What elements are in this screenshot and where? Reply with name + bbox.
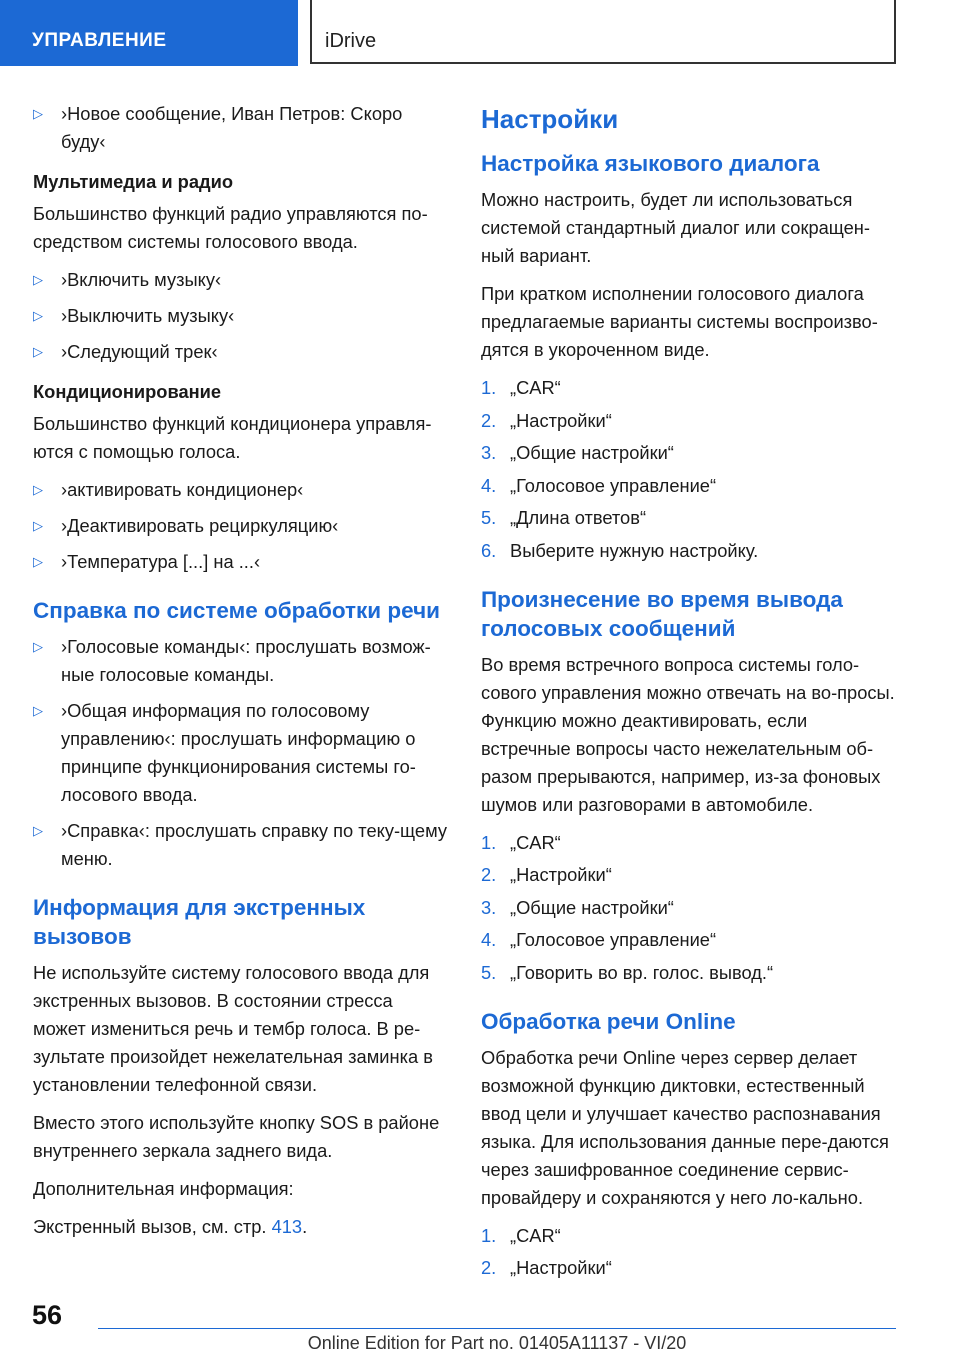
step-number: 5.	[481, 507, 497, 528]
dialog-text-2: При кратком исполнении голосового диалога предлагаемые варианты системы воспроизво-дятся в укороченном виде.	[481, 283, 878, 360]
left-column	[33, 100, 449, 1251]
step-text: „Длина ответов“	[510, 507, 647, 528]
step-text: „Голосовое управление“	[510, 929, 717, 950]
edition-footer: Online Edition for Part no. 01405A11137 - VI/20	[307, 1333, 687, 1353]
triangle-bullet-icon: ▷	[33, 518, 43, 533]
climate-text: Большинство функций кондиционера управля-ются с помощью голоса.	[33, 413, 432, 462]
help-bullet-list	[33, 633, 449, 873]
step-item	[481, 894, 897, 922]
step-item	[481, 829, 897, 857]
step-number: 3.	[481, 896, 497, 918]
page-reference-link[interactable]: 413	[271, 1216, 303, 1237]
triangle-bullet-icon: ▷	[33, 823, 43, 838]
list-item-text: ›Голосовые команды‹: прослушать возмож-ные голосовые команды.	[61, 636, 431, 685]
multimedia-text: Большинство функций радио управляются по-средством системы голосового ввода.	[33, 203, 428, 252]
list-item-text: ›Включить музыку‹	[61, 269, 222, 290]
list-item-text: ›Деактивировать рециркуляцию‹	[61, 515, 339, 536]
step-item	[481, 472, 897, 500]
step-number: 4.	[481, 474, 497, 496]
page-number: 56	[32, 1300, 63, 1330]
emergency-ref-text: Экстренный вызов, см. стр.	[33, 1216, 272, 1237]
step-text: „CAR“	[510, 831, 561, 853]
emergency-text-3: Дополнительная информация:	[33, 1178, 294, 1199]
triangle-bullet-icon: ▷	[33, 344, 43, 359]
step-item	[481, 407, 897, 435]
triangle-bullet-icon: ▷	[33, 482, 43, 497]
step-item	[481, 861, 897, 889]
list-item-text: ›Выключить музыку‹	[61, 305, 235, 326]
step-text: „Настройки“	[510, 1257, 612, 1278]
speak-heading: Произнесение во время вывода голосовых сообщений	[481, 586, 843, 641]
step-number: 2.	[481, 1257, 497, 1278]
step-item	[481, 926, 897, 954]
list-item	[33, 476, 449, 504]
list-item-text: ›Справка‹: прослушать справку по теку-щему меню.	[61, 820, 447, 869]
emergency-text-2: Вместо этого используйте кнопку SOS в районе внутреннего зеркала заднего вида.	[33, 1112, 440, 1161]
settings-title: Настройки	[481, 104, 619, 134]
list-item	[33, 697, 449, 809]
emergency-text-1: Не используйте систему голосового ввода для экстренных вызовов. В состоянии стресса может измениться речь и тембр голоса. В ре-зультате произойдет нежелательная заминка в установлении телефонной связи.	[33, 962, 433, 1095]
list-item-text: ›Следующий трек‹	[61, 341, 218, 362]
list-item	[33, 338, 449, 366]
step-number: 2.	[481, 409, 497, 431]
list-item-text: ›Новое сообщение, Иван Петров: Скоро буду‹	[61, 103, 403, 152]
triangle-bullet-icon: ▷	[33, 308, 43, 323]
dialog-steps-list	[481, 374, 897, 565]
list-item	[33, 100, 449, 156]
step-item	[481, 439, 897, 467]
step-text: „Настройки“	[510, 409, 612, 431]
section-header: УПРАВЛЕНИЕ	[0, 0, 298, 66]
list-item	[33, 633, 449, 689]
step-number: 1.	[481, 377, 497, 398]
step-item	[481, 537, 897, 565]
help-heading: Справка по системе обработки речи	[33, 598, 440, 623]
chapter-header: iDrive	[310, 0, 896, 64]
list-item-text: ›активировать кондиционер‹	[61, 479, 304, 500]
step-item	[481, 374, 897, 402]
list-item	[33, 817, 449, 873]
list-item	[33, 548, 449, 576]
multimedia-bullet-list	[33, 266, 449, 366]
climate-heading: Кондиционирование	[33, 381, 222, 402]
step-text: „Общие настройки“	[510, 896, 674, 918]
dialog-text-1: Можно настроить, будет ли использоваться системой стандартный диалог или сокращен-ный вариант.	[481, 189, 870, 266]
footer-divider	[98, 1328, 896, 1329]
dialog-heading: Настройка языкового диалога	[481, 151, 820, 176]
emergency-heading: Информация для экстренных вызовов	[33, 895, 366, 949]
intro-bullet-list	[33, 100, 449, 156]
list-item	[33, 512, 449, 540]
step-item	[481, 1222, 897, 1250]
step-item	[481, 959, 897, 987]
step-number: 6.	[481, 539, 497, 561]
step-number: 1.	[481, 1224, 497, 1246]
list-item	[33, 302, 449, 330]
emergency-text-4	[33, 1213, 449, 1241]
multimedia-heading: Мультимедиа и радио	[33, 171, 234, 192]
speak-text: Во время встречного вопроса системы голо-сового управления можно отвечать на во-просы. Функцию можно деактивировать, если встречные вопросы часто нежелательным об-разом прерываются, например, из-за фоновых шумов или разговорами в автомобиле.	[481, 653, 895, 815]
list-item	[33, 266, 449, 294]
speak-steps-list	[481, 829, 897, 987]
step-text: Выберите нужную настройку.	[510, 539, 759, 561]
step-text: „CAR“	[510, 377, 561, 398]
online-steps-list	[481, 1222, 897, 1283]
step-number: 5.	[481, 961, 497, 983]
triangle-bullet-icon: ▷	[33, 272, 43, 287]
step-number: 3.	[481, 442, 497, 463]
step-text: „Говорить во вр. голос. вывод.“	[510, 961, 774, 983]
step-text: „Голосовое управление“	[510, 474, 717, 496]
step-item	[481, 1254, 897, 1282]
step-text: „CAR“	[510, 1224, 561, 1246]
step-number: 2.	[481, 864, 497, 885]
step-text: „Общие настройки“	[510, 442, 674, 463]
online-text: Обработка речи Online через сервер делает возможной функцию диктовки, естественный ввод цели и улучшает качество распознавания языка. Для использования данные пере-даются через зашифрованное соединение сервис-провайдеру и сохраняются у него ло-кально.	[481, 1046, 889, 1208]
right-column	[481, 103, 897, 1290]
list-item-text: ›Общая информация по голосовому управлению‹: прослушать информацию о принципе функционирования системы го-лосового ввода.	[61, 700, 416, 805]
emergency-ref-suffix: .	[302, 1216, 308, 1237]
step-text: „Настройки“	[510, 864, 612, 885]
list-item-text: ›Температура [...] на ...‹	[61, 551, 261, 572]
triangle-bullet-icon: ▷	[33, 703, 43, 718]
online-heading: Обработка речи Online	[481, 1008, 736, 1034]
step-number: 1.	[481, 831, 497, 853]
step-item	[481, 504, 897, 532]
climate-bullet-list	[33, 476, 449, 576]
triangle-bullet-icon: ▷	[33, 554, 43, 569]
step-number: 4.	[481, 929, 497, 950]
triangle-bullet-icon: ▷	[33, 106, 43, 121]
triangle-bullet-icon: ▷	[33, 639, 43, 654]
